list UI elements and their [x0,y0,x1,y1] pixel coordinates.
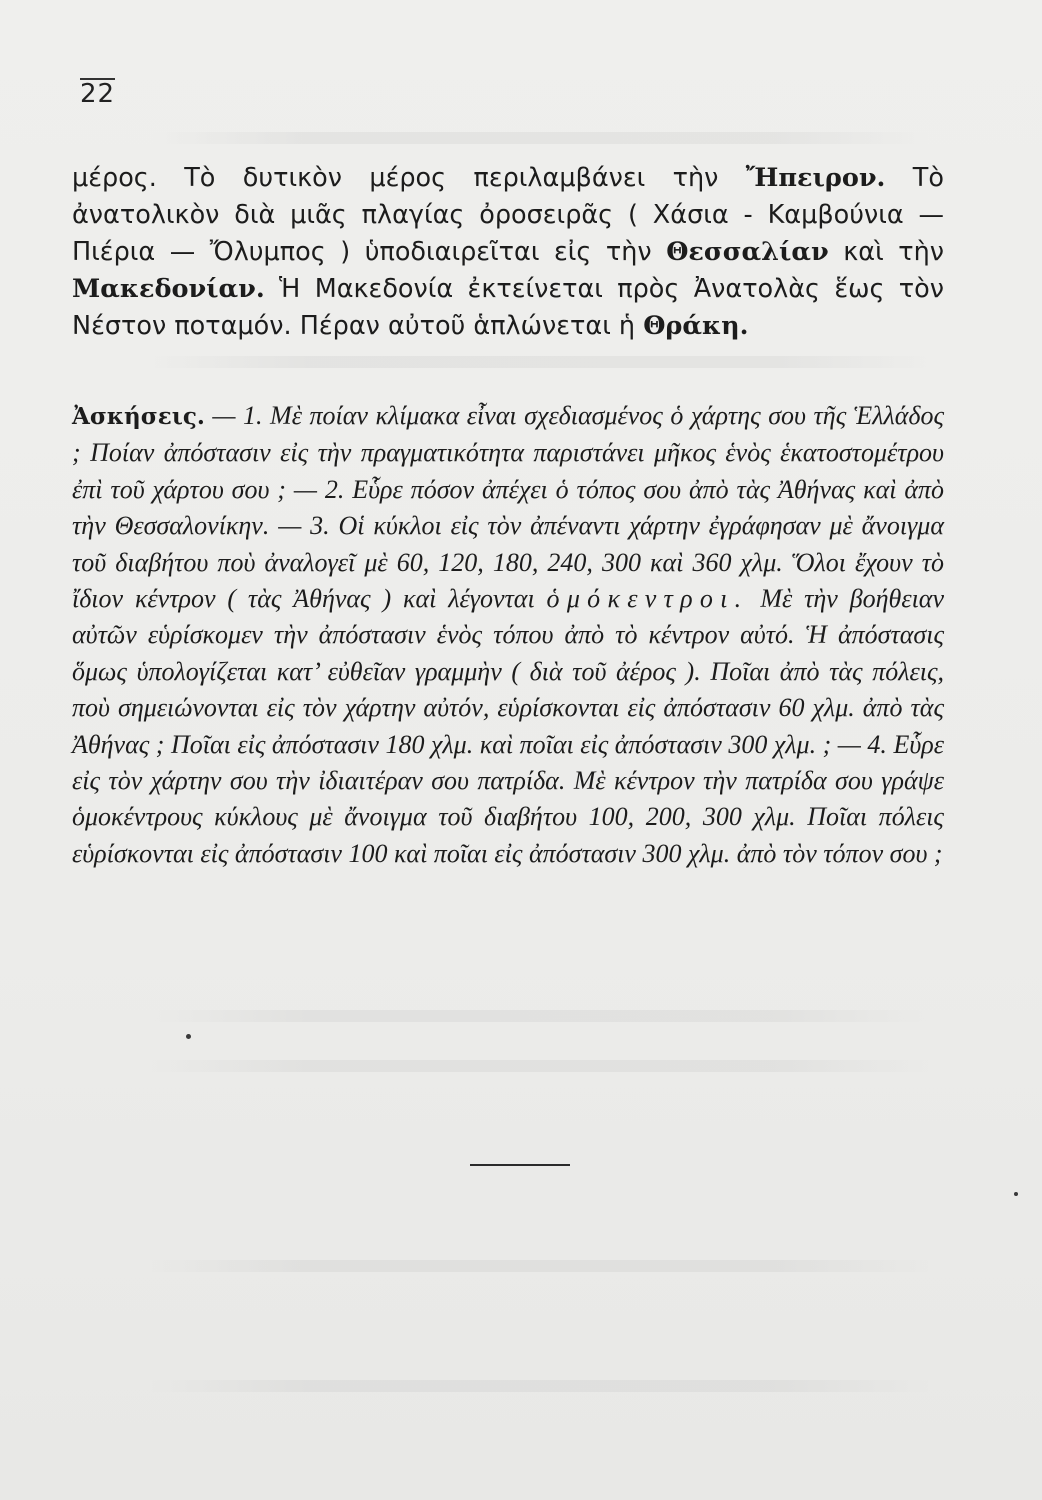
ink-speck [1014,1192,1018,1196]
show-through-text [150,356,930,368]
intro-text-1: μέρος. Τὸ δυτικὸν μέρος περιλαμβάνει τὴν [72,163,746,193]
ink-speck [186,1034,191,1039]
concentric-term: ὁμόκεντροι. [546,584,749,614]
intro-text-4: Ἡ Μακεδονία ἐκτείνεται πρὸς Ἀνατολὰς ἕως τὸν Νέστον ποταμόν. Πέραν αὐτοῦ ἁπλώνεται ἡ [72,274,944,341]
exercises-text-1: — 1. Μὲ ποίαν κλίμακα εἶναι σχεδιασμένος ὁ χάρτης σου τῆς Ἑλλάδος ; Ποίαν ἀπόστασιν εἰς τὴν πραγματικότητα παριστάνει μῆκος ἑνὸς ἑκατοστομέτρου ἐπὶ τοῦ χάρτου σου ; — 2. Εὗρε πόσον ἀπέχει ὁ τόπος σου ἀπὸ τὰς Ἀθήνας καὶ ἀπὸ τὴν Θεσσαλονίκην. — 3. Οἱ κύκλοι εἰς τὸν ἀπέναντι χάρτην ἐγράφησαν μὲ ἄνοιγμα τοῦ διαβήτου ποὺ ἀναλογεῖ μὲ 60, 120, 180, 240, 300 καὶ 360 χλμ. Ὅλοι ἔχουν τὸ ἴδιον κέντρον ( τὰς Ἀθήνας ) καὶ λέγονται [72,401,944,614]
intro-text-3: καὶ τὴν [828,237,944,267]
macedonia-term: Μακεδονίαν. [72,274,265,304]
section-divider [470,1164,570,1166]
exercises-heading: Ἀσκήσεις. [72,403,205,430]
intro-paragraph [72,160,944,345]
show-through-text [150,132,930,144]
intro-text-2: Τὸ ἀνατολικὸν διὰ μιᾶς πλαγίας ὀροσειρᾶς ( Χάσια - Καμβούνια — Πιέρια — Ὄλυμπος ) ὑποδιαιρεῖται εἰς τὴν [72,163,944,267]
show-through-text [150,1010,930,1022]
thessaly-term: Θεσσαλίαν [666,237,829,267]
show-through-text [150,1060,930,1072]
page-number: 22 [80,79,116,109]
epirus-term: Ἤπειρον. [745,163,886,193]
thrace-term: Θράκη. [643,311,749,341]
show-through-text [150,1260,930,1272]
exercises-paragraph [72,398,944,872]
show-through-text [150,1380,930,1392]
exercises-text-2: Μὲ τὴν βοήθειαν αὐτῶν εὑρίσκομεν τὴν ἀπόστασιν ἑνὸς τόπου ἀπὸ τὸ κέντρον αὐτό. Ἡ ἀπόστασις ὅμως ὑπολογίζεται κατ’ εὐθεῖαν γραμμὴν ( διὰ τοῦ ἀέρος ). Ποῖαι ἀπὸ τὰς πόλεις, ποὺ σημειώνονται εἰς τὸν χάρτην αὐτόν, εὑρίσκονται εἰς ἀπόστασιν 60 χλμ. ἀπὸ τὰς Ἀθήνας ; Ποῖαι εἰς ἀπόστασιν 180 χλμ. καὶ ποῖαι εἰς ἀπόστασιν 300 χλμ. ; — 4. Εὗρε εἰς τὸν χάρτην σου τὴν ἰδιαιτέραν σου πατρίδα. Μὲ κέντρον τὴν πατρίδα σου γράψε ὁμοκέντρους κύκλους μὲ ἄνοιγμα τοῦ διαβήτου 100, 200, 300 χλμ. Ποῖαι πόλεις εὑρίσκονται εἰς ἀπόστασιν 100 καὶ ποῖαι εἰς ἀπόστασιν 300 χλμ. ἀπὸ τὸν τόπον σου ; [72,584,944,868]
